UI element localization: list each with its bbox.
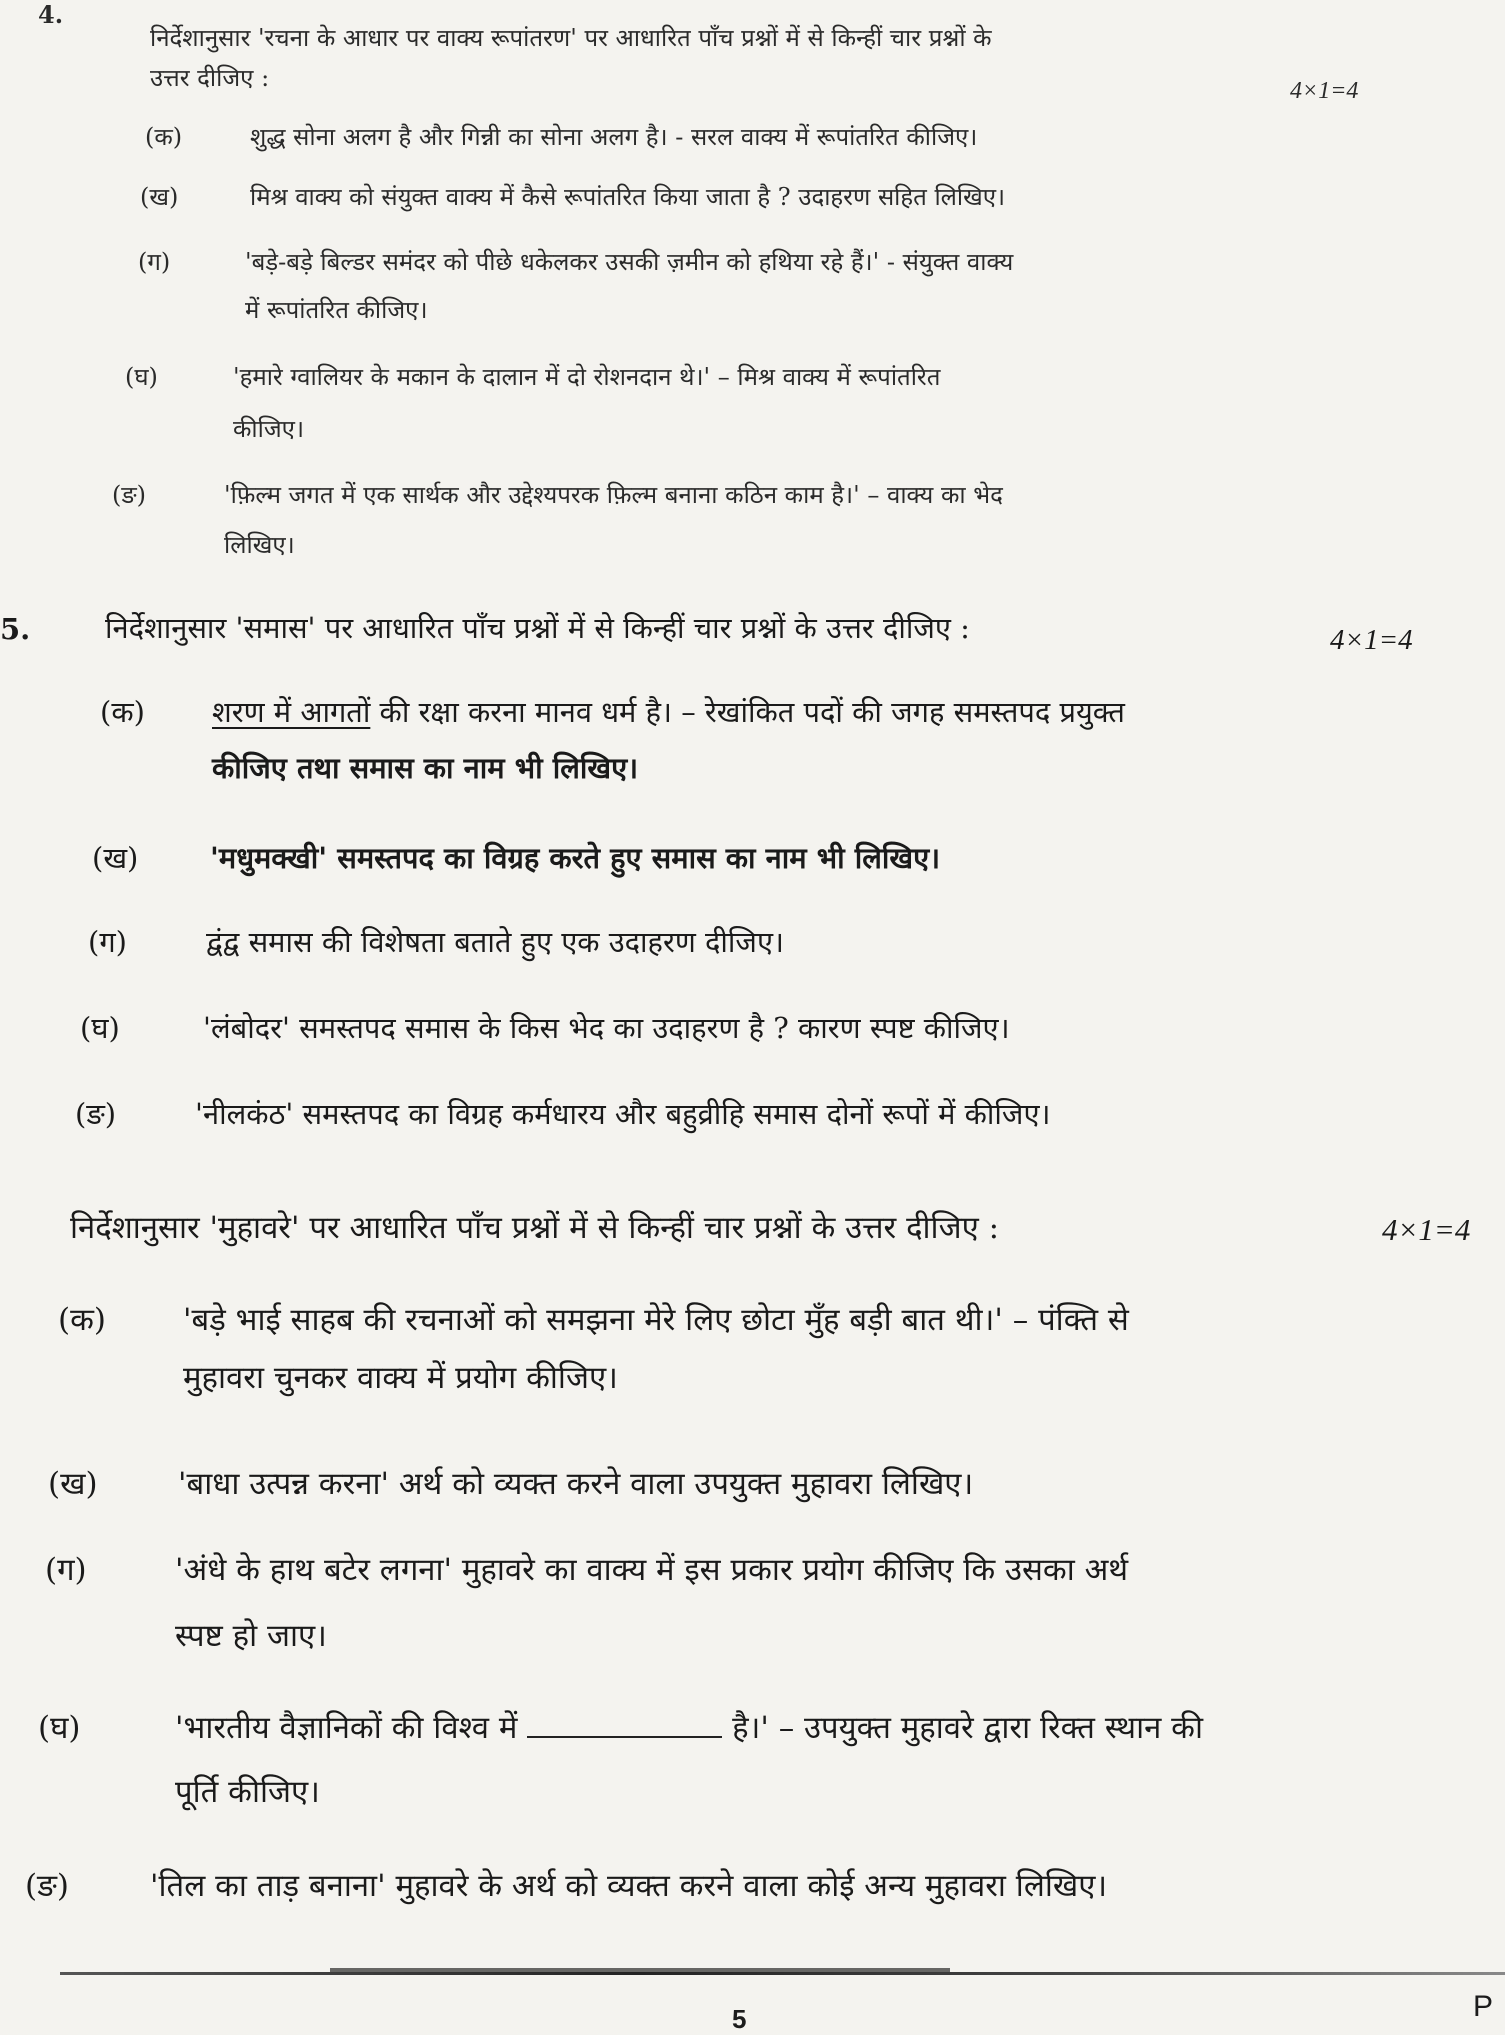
q4-item-nga-text-line2: लिखिए। bbox=[224, 531, 295, 559]
q4-item-nga-label: (ङ) bbox=[112, 481, 147, 509]
q6-item-ga-text-line1: 'अंधे के हाथ बटेर लगना' मुहावरे का वाक्य में इस प्रकार प्रयोग कीजिए कि उसका अर्थ bbox=[175, 1552, 1129, 1588]
q5-item-ga-label: (ग) bbox=[88, 925, 127, 959]
question-6-instruction: निर्देशानुसार 'मुहावरे' पर आधारित पाँच प्रश्नों में से किन्हीं चार प्रश्नों के उत्तर दीजिए : bbox=[70, 1210, 1000, 1246]
q4-item-ka-text: शुद्ध सोना अलग है और गिन्नी का सोना अलग है। - सरल वाक्य में रूपांतरित कीजिए। bbox=[250, 123, 978, 151]
q6-item-nga-text: 'तिल का ताड़ बनाना' मुहावरे के अर्थ को व्यक्त करने वाला कोई अन्य मुहावरा लिखिए। bbox=[150, 1868, 1108, 1904]
q5-item-ka-label: (क) bbox=[100, 695, 145, 729]
q4-item-nga-text-line1: 'फ़िल्म जगत में एक सार्थक और उद्देश्यपरक फ़िल्म बनाना कठिन काम है।' – वाक्य का भेद bbox=[224, 481, 1003, 509]
question-4-number: 4. bbox=[38, 0, 64, 29]
q5-item-ka-text-line2: कीजिए तथा समास का नाम भी लिखिए। bbox=[212, 751, 639, 785]
question-4-instruction-line2: उत्तर दीजिए : bbox=[150, 64, 270, 92]
q5-item-ka-text-line1 bbox=[212, 692, 1125, 731]
question-5-number: 5. bbox=[0, 612, 31, 646]
q5-item-ka-rest: की रक्षा करना मानव धर्म है। – रेखांकित पदों की जगह समस्तपद प्रयुक्त bbox=[370, 695, 1125, 729]
question-4-marks: 4×1=4 bbox=[1290, 78, 1359, 104]
q4-item-ka-label: (क) bbox=[145, 123, 183, 151]
q6-item-ka-text-line2: मुहावरा चुनकर वाक्य में प्रयोग कीजिए। bbox=[183, 1360, 618, 1396]
q5-item-ga-text: द्वंद्व समास की विशेषता बताते हुए एक उदाहरण दीजिए। bbox=[206, 925, 784, 959]
q6-item-gha-label: (घ) bbox=[38, 1710, 81, 1746]
set-code: P bbox=[1473, 1990, 1494, 2023]
q6-item-ga-text-line2: स्पष्ट हो जाए। bbox=[175, 1618, 327, 1654]
q5-item-gha-text: 'लंबोदर' समस्तपद समास के किस भेद का उदाहरण है ? कारण स्पष्ट कीजिए। bbox=[203, 1011, 1010, 1045]
q6-item-gha-text-b: है।' – उपयुक्त मुहावरे द्वारा रिक्त स्थान की bbox=[732, 1710, 1203, 1746]
q5-item-kha-text: 'मधुमक्खी' समस्तपद का विग्रह करते हुए समास का नाम भी लिखिए। bbox=[210, 841, 941, 875]
q6-item-ga-label: (ग) bbox=[45, 1552, 87, 1588]
q6-item-ka-label: (क) bbox=[58, 1302, 106, 1338]
q5-item-nga-label: (ङ) bbox=[75, 1097, 117, 1131]
q6-item-kha-label: (ख) bbox=[48, 1466, 98, 1502]
fill-in-blank bbox=[527, 1710, 722, 1738]
q4-item-ga-text-line2: में रूपांतरित कीजिए। bbox=[245, 296, 428, 324]
question-4-instruction-line1: निर्देशानुसार 'रचना के आधार पर वाक्य रूपांतरण' पर आधारित पाँच प्रश्नों में से किन्हीं चार प्रश्नों के bbox=[150, 24, 992, 52]
question-5-instruction: निर्देशानुसार 'समास' पर आधारित पाँच प्रश्नों में से किन्हीं चार प्रश्नों के उत्तर दीजिए : bbox=[105, 611, 970, 645]
q6-item-kha-text: 'बाधा उत्पन्न करना' अर्थ को व्यक्त करने वाला उपयुक्त मुहावरा लिखिए। bbox=[178, 1466, 974, 1502]
question-6-marks: 4×1=4 bbox=[1382, 1212, 1471, 1247]
q6-item-gha-text-line1 bbox=[175, 1706, 1203, 1748]
q6-item-nga-label: (ङ) bbox=[25, 1868, 69, 1904]
q5-item-gha-label: (घ) bbox=[80, 1011, 120, 1045]
question-5-marks: 4×1=4 bbox=[1330, 624, 1413, 656]
q4-item-gha-text-line2: कीजिए। bbox=[233, 415, 305, 443]
q4-item-ga-label: (ग) bbox=[138, 248, 171, 276]
q4-item-gha-text-line1: 'हमारे ग्वालियर के मकान के दालान में दो रोशनदान थे।' – मिश्र वाक्य में रूपांतरित bbox=[233, 363, 941, 391]
q5-item-ka-underlined: शरण में आगतों bbox=[212, 695, 371, 729]
q4-item-kha-text: मिश्र वाक्य को संयुक्त वाक्य में कैसे रूपांतरित किया जाता है ? उदाहरण सहित लिखिए। bbox=[250, 183, 1006, 211]
page-number: 5 bbox=[732, 2004, 747, 2034]
q6-item-ka-text-line1: 'बड़े भाई साहब की रचनाओं को समझना मेरे लिए छोटा मुँह बड़ी बात थी।' – पंक्ति से bbox=[183, 1302, 1129, 1338]
footer-rule bbox=[60, 1972, 1505, 1975]
q5-item-nga-text: 'नीलकंठ' समस्तपद का विग्रह कर्मधारय और बहुव्रीहि समास दोनों रूपों में कीजिए। bbox=[195, 1097, 1051, 1131]
q6-item-gha-text-line2: पूर्ति कीजिए। bbox=[175, 1774, 320, 1810]
q4-item-gha-label: (घ) bbox=[125, 363, 158, 391]
q4-item-ga-text-line1: 'बड़े-बड़े बिल्डर समंदर को पीछे धकेलकर उसकी ज़मीन को हथिया रहे हैं।' - संयुक्त वाक्य bbox=[245, 248, 1014, 276]
q5-item-kha-label: (ख) bbox=[92, 841, 139, 875]
q4-item-kha-label: (ख) bbox=[140, 183, 179, 211]
q6-item-gha-text-a: 'भारतीय वैज्ञानिकों की विश्व में bbox=[175, 1710, 518, 1746]
